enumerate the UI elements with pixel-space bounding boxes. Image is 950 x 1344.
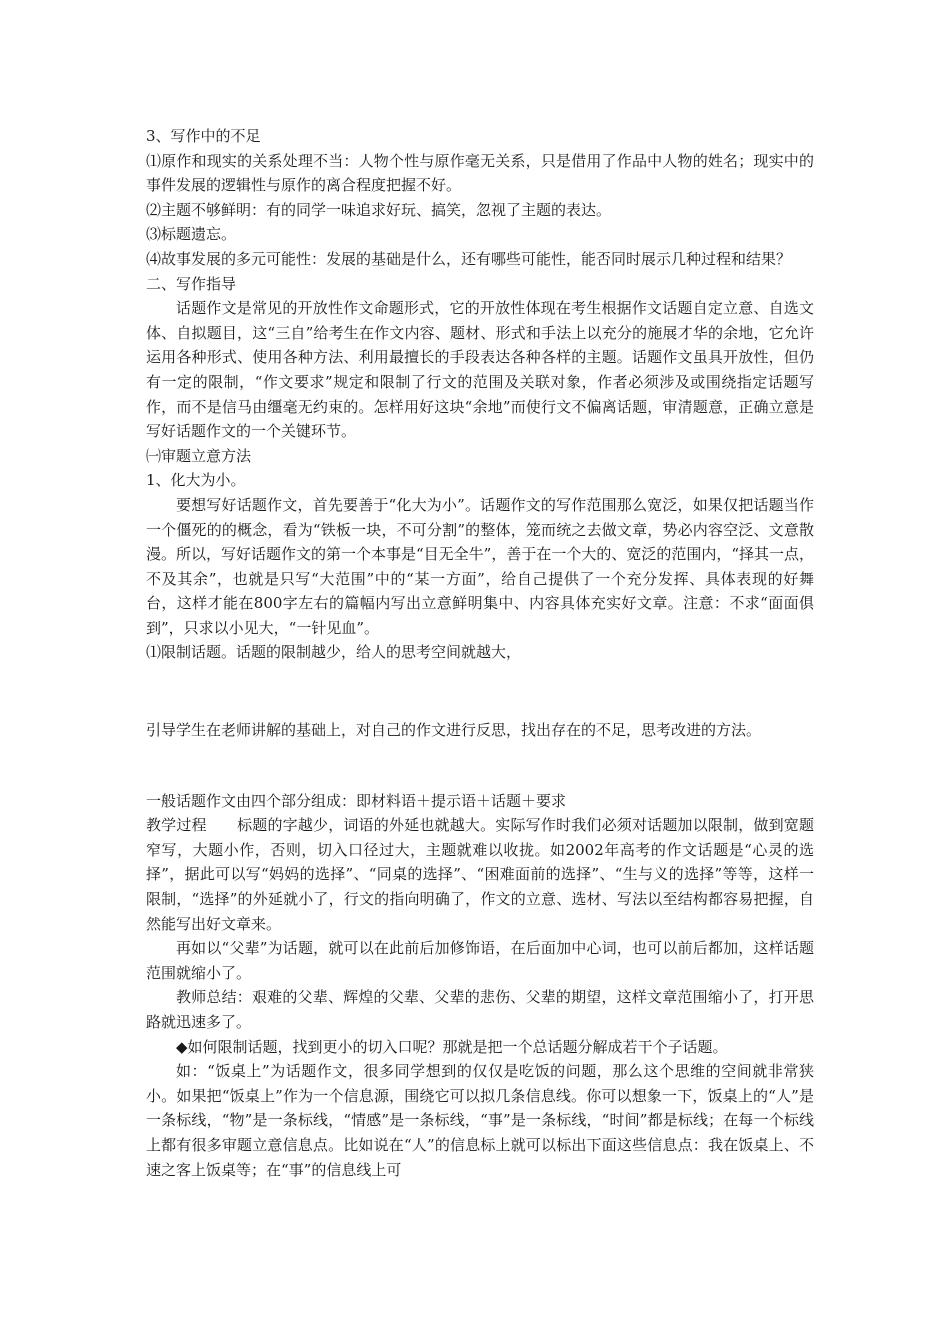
document-page xyxy=(146,124,814,1182)
section-3-item-4: ⑷故事发展的多元可能性：发展的基础是什么，还有哪些可能性，能否同时展示几种过程和结果？ xyxy=(146,249,792,268)
section-3-heading: 3、写作中的不足 xyxy=(146,127,261,145)
point-1-heading: 1、化大为小。 xyxy=(146,471,246,490)
section-two-heading: 二、写作指导 xyxy=(146,274,237,293)
teacher-summary-paragraph: 教师总结：艰难的父辈、辉煌的父辈、父辈的悲伤、父辈的期望，这样文章范围缩小了，打开思路就迅速多了。 xyxy=(146,988,814,1031)
point-1-item-1: ⑴限制话题。话题的限制越少，给人的思考空间就越大， xyxy=(146,643,522,662)
subsection-heading: ㈠审题立意方法 xyxy=(146,446,252,465)
guidance-paragraph: 话题作文是常见的开放性作文命题形式，它的开放性体现在考生根据作文话题自定立意、自选文体、自拟题目，这“三自”给考生在作文内容、题材、形式和手法上以充分的施展才华的余地，它允许运用各种形式、使用各种方法、利用最擅长的手段表达各种各样的主题。话题作文虽具开放性，但仍有一定的限制，“作文要求”规定和限制了行文的范围及关联对象，作者必须涉及或围绕指定话题写作，而不是信马由缰毫无约束的。怎样用好这块“余地”而使行文不偏离话题，审清题意，正确立意是写好话题作文的一个关键环节。 xyxy=(146,299,814,441)
point-1-paragraph: 要想写好话题作文，首先要善于“化大为小”。话题作文的写作范围那么宽泛，如果仅把话题当作一个僵死的的概念，看为“铁板一块，不可分割”的整体，笼而统之去做文章，势必内容空泛、文意散漫。所以，写好话题作文的第一个本事是“目无全牛”，善于在一个大的、宽泛的范围内，“择其一点，不及其余”，也就是只写“大范围”中的“某一方面”，给自己提供了一个充分发挥、具体表现的好舞台，这样才能在800字左右的篇幅内写出立意鲜明集中、内容具体充实好文章。注意：不求“面面俱到”，只求以小见大，“一针见血”。 xyxy=(146,495,815,637)
reflection-line: 引导学生在老师讲解的基础上，对自己的作文进行反思，找出存在的不足，思考改进的方法。 xyxy=(146,721,762,740)
dining-table-paragraph: 如：“饭桌上”为话题作文，很多同学想到的仅仅是吃饭的问题，那么这个思维的空间就非常狭小。如果把“饭桌上”作为一个信息源，围绕它可以拟几条信息线。你可以想象一下，饭桌上的“人”是一条标线，“物”是一条标线，“情感”是一条标线，“事”是一条标线，“时间”都是标线；在每一个标线上都有很多审题立意信息点。比如说在“人”的信息标上就可以标出下面这些信息点：我在饭桌上、不速之客上饭桌等；在“事”的信息线上可 xyxy=(146,1062,814,1179)
section-3-item-2: ⑵主题不够鲜明：有的同学一味追求好玩、搞笑，忽视了主题的表达。 xyxy=(146,200,612,219)
section-3-item-3: ⑶标题遗忘。 xyxy=(146,225,237,244)
composition-structure-line: 一般话题作文由四个部分组成：即材料语＋提示语＋话题＋要求 xyxy=(146,791,567,810)
teaching-process-paragraph: 教学过程 标题的字越少，词语的外延也就越大。实际写作时我们必须对话题加以限制，做到宽题窄写，大题小作，否则，切入口径过大，主题就难以收拢。如2002年高考的作文话题是“心灵的选择”，据此可以写“妈妈的选择”、“同桌的选择”、“困难面前的选择”、“生与义的选择”等等，这样一限制，“选择”的外延就小了，行文的指向明确了，作文的立意、选材、写法以至结构都容易把握，自然能写出好文章来。 xyxy=(146,816,814,933)
section-3-item-1: ⑴原作和现实的关系处理不当：人物个性与原作毫无关系，只是借用了作品中人物的姓名；现实中的事件发展的逻辑性与原作的离合程度把握不好。 xyxy=(146,151,814,195)
fubei-paragraph: 再如以“父辈”为话题，就可以在此前后加修饰语，在后面加中心词，也可以前后都加，这样话题范围就缩小了。 xyxy=(146,939,814,982)
spacer xyxy=(146,665,814,718)
spacer xyxy=(146,743,814,789)
limit-question-paragraph: ◆如何限制话题，找到更小的切入口呢？那就是把一个总话题分解成若干个子话题。 xyxy=(176,1037,728,1056)
